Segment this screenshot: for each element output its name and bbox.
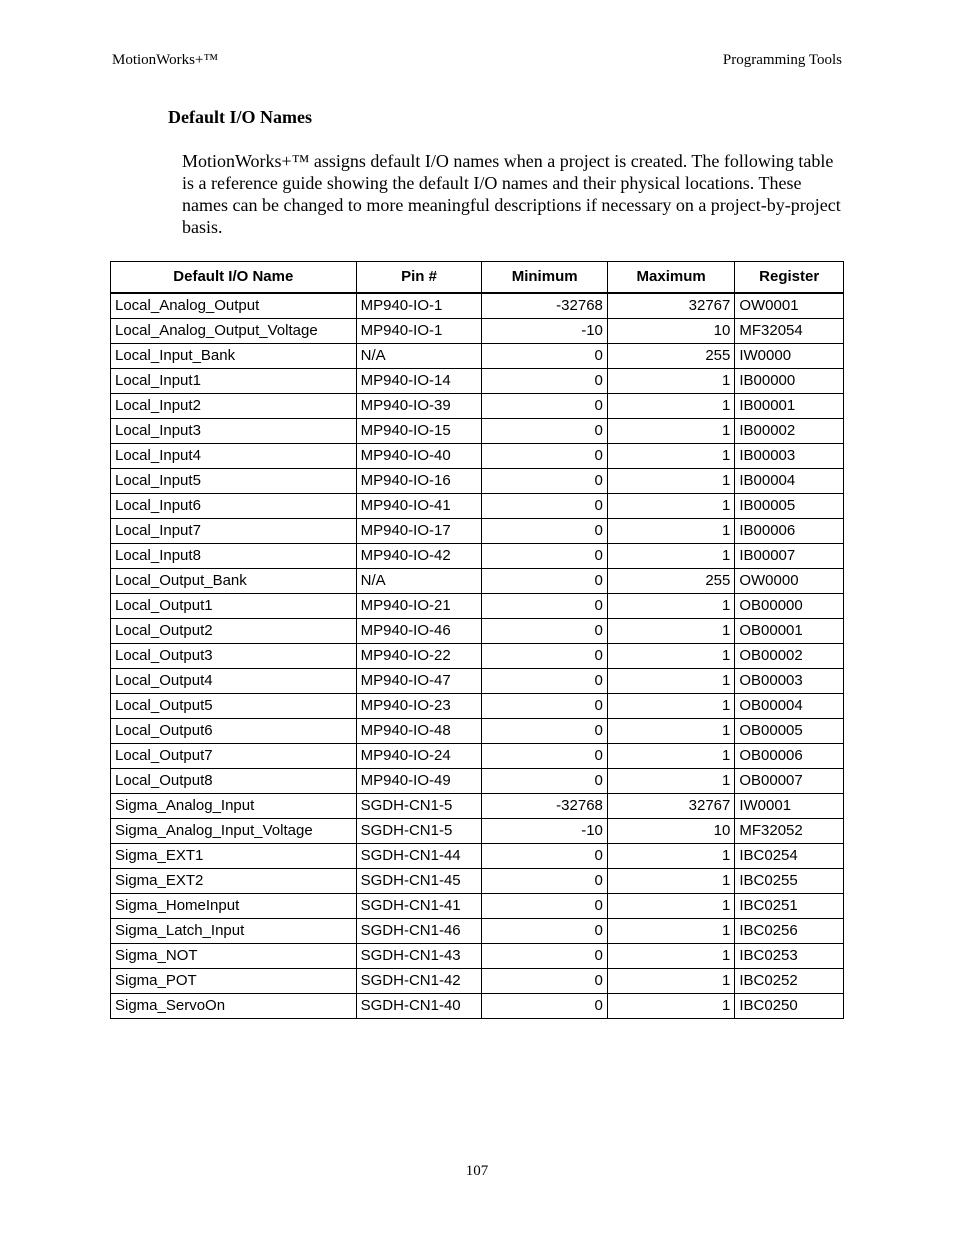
table-row [111,919,844,944]
cell-minimum: 0 [482,344,607,369]
table-row [111,319,844,344]
cell-minimum: 0 [482,769,607,794]
cell-io-name: Local_Input6 [111,494,357,519]
table-row [111,944,844,969]
cell-register: IBC0251 [735,894,844,919]
cell-pin: SGDH-CN1-5 [356,794,482,819]
cell-register: OW0000 [735,569,844,594]
cell-pin: MP940-IO-40 [356,444,482,469]
cell-register: IBC0255 [735,869,844,894]
cell-minimum: 0 [482,844,607,869]
cell-maximum: 1 [607,494,734,519]
cell-register: IBC0252 [735,969,844,994]
cell-io-name: Local_Input3 [111,419,357,444]
cell-maximum: 10 [607,819,734,844]
cell-io-name: Sigma_ServoOn [111,994,357,1019]
cell-pin: SGDH-CN1-41 [356,894,482,919]
table-row [111,769,844,794]
cell-maximum: 1 [607,619,734,644]
cell-register: IB00003 [735,444,844,469]
cell-pin: MP940-IO-22 [356,644,482,669]
cell-minimum: 0 [482,569,607,594]
running-header-left: MotionWorks+™ [112,52,219,68]
cell-register: OB00002 [735,644,844,669]
column-header-maximum: Maximum [607,262,734,294]
cell-register: IB00007 [735,544,844,569]
cell-maximum: 1 [607,644,734,669]
cell-maximum: 1 [607,469,734,494]
cell-register: IBC0256 [735,919,844,944]
cell-pin: SGDH-CN1-46 [356,919,482,944]
cell-io-name: Sigma_Analog_Input [111,794,357,819]
cell-maximum: 1 [607,894,734,919]
table-row [111,469,844,494]
cell-pin: SGDH-CN1-42 [356,969,482,994]
cell-register: OB00007 [735,769,844,794]
cell-maximum: 32767 [607,794,734,819]
table-body [111,293,844,1019]
cell-pin: SGDH-CN1-45 [356,869,482,894]
cell-pin: MP940-IO-15 [356,419,482,444]
cell-io-name: Local_Input8 [111,544,357,569]
cell-io-name: Local_Input2 [111,394,357,419]
cell-io-name: Local_Output6 [111,719,357,744]
cell-minimum: 0 [482,694,607,719]
cell-register: MF32054 [735,319,844,344]
cell-pin: MP940-IO-24 [356,744,482,769]
cell-io-name: Local_Output4 [111,669,357,694]
cell-pin: MP940-IO-48 [356,719,482,744]
cell-register: IB00004 [735,469,844,494]
cell-maximum: 1 [607,769,734,794]
cell-register: IW0001 [735,794,844,819]
cell-register: MF32052 [735,819,844,844]
cell-pin: SGDH-CN1-5 [356,819,482,844]
cell-minimum: 0 [482,869,607,894]
cell-minimum: 0 [482,419,607,444]
table-row [111,694,844,719]
table-row [111,619,844,644]
cell-io-name: Local_Input5 [111,469,357,494]
cell-io-name: Sigma_Analog_Input_Voltage [111,819,357,844]
cell-maximum: 10 [607,319,734,344]
table-row [111,293,844,319]
page-number: 107 [465,1163,489,1179]
cell-minimum: 0 [482,919,607,944]
table-header-row [111,262,844,294]
cell-pin: MP940-IO-41 [356,494,482,519]
cell-minimum: 0 [482,469,607,494]
cell-maximum: 1 [607,419,734,444]
cell-io-name: Local_Output8 [111,769,357,794]
cell-io-name: Local_Input1 [111,369,357,394]
cell-io-name: Sigma_HomeInput [111,894,357,919]
cell-io-name: Local_Output2 [111,619,357,644]
table-row [111,394,844,419]
table-row [111,669,844,694]
cell-minimum: 0 [482,994,607,1019]
cell-maximum: 1 [607,369,734,394]
cell-register: IBC0253 [735,944,844,969]
cell-io-name: Local_Output7 [111,744,357,769]
cell-maximum: 1 [607,994,734,1019]
cell-maximum: 1 [607,969,734,994]
table-row [111,569,844,594]
column-header-io-name: Default I/O Name [111,262,357,294]
cell-register: IW0000 [735,344,844,369]
cell-pin: MP940-IO-14 [356,369,482,394]
column-header-register: Register [735,262,844,294]
cell-register: OB00004 [735,694,844,719]
running-header-right: Programming Tools [722,52,842,68]
table-row [111,344,844,369]
cell-register: IBC0250 [735,994,844,1019]
cell-minimum: -10 [482,319,607,344]
cell-maximum: 1 [607,944,734,969]
column-header-minimum: Minimum [482,262,607,294]
cell-register: OW0001 [735,293,844,319]
cell-minimum: 0 [482,619,607,644]
cell-minimum: 0 [482,594,607,619]
cell-maximum: 32767 [607,293,734,319]
cell-pin: SGDH-CN1-43 [356,944,482,969]
cell-io-name: Local_Input_Bank [111,344,357,369]
cell-minimum: 0 [482,519,607,544]
cell-io-name: Sigma_Latch_Input [111,919,357,944]
cell-pin: MP940-IO-46 [356,619,482,644]
table-row [111,869,844,894]
cell-pin: MP940-IO-47 [356,669,482,694]
cell-pin: MP940-IO-17 [356,519,482,544]
table-row [111,544,844,569]
cell-minimum: 0 [482,369,607,394]
cell-io-name: Local_Output_Bank [111,569,357,594]
cell-register: IB00005 [735,494,844,519]
column-header-pin: Pin # [356,262,482,294]
cell-io-name: Local_Output1 [111,594,357,619]
cell-maximum: 1 [607,744,734,769]
cell-pin: MP940-IO-16 [356,469,482,494]
cell-io-name: Sigma_EXT2 [111,869,357,894]
cell-io-name: Local_Output5 [111,694,357,719]
cell-io-name: Local_Output3 [111,644,357,669]
cell-register: OB00006 [735,744,844,769]
cell-maximum: 1 [607,719,734,744]
table-row [111,519,844,544]
cell-pin: MP940-IO-21 [356,594,482,619]
table-row [111,969,844,994]
cell-maximum: 1 [607,694,734,719]
cell-io-name: Sigma_NOT [111,944,357,969]
cell-minimum: -32768 [482,794,607,819]
cell-register: IBC0254 [735,844,844,869]
cell-io-name: Sigma_EXT1 [111,844,357,869]
cell-maximum: 1 [607,519,734,544]
table-row [111,644,844,669]
cell-minimum: 0 [482,719,607,744]
cell-minimum: 0 [482,644,607,669]
cell-register: OB00005 [735,719,844,744]
table-row [111,844,844,869]
table-row [111,369,844,394]
cell-pin: MP940-IO-1 [356,293,482,319]
cell-pin: N/A [356,344,482,369]
cell-pin: MP940-IO-42 [356,544,482,569]
cell-register: IB00002 [735,419,844,444]
table-row [111,419,844,444]
cell-minimum: 0 [482,944,607,969]
cell-minimum: -32768 [482,293,607,319]
table-row [111,719,844,744]
cell-register: OB00000 [735,594,844,619]
cell-minimum: 0 [482,969,607,994]
table-row [111,494,844,519]
cell-minimum: 0 [482,894,607,919]
cell-maximum: 1 [607,844,734,869]
cell-io-name: Local_Input4 [111,444,357,469]
cell-maximum: 255 [607,344,734,369]
cell-minimum: -10 [482,819,607,844]
cell-pin: MP940-IO-49 [356,769,482,794]
cell-pin: MP940-IO-1 [356,319,482,344]
cell-io-name: Local_Analog_Output [111,293,357,319]
cell-minimum: 0 [482,394,607,419]
cell-io-name: Local_Input7 [111,519,357,544]
cell-register: IB00001 [735,394,844,419]
cell-minimum: 0 [482,669,607,694]
cell-maximum: 1 [607,394,734,419]
cell-maximum: 1 [607,444,734,469]
cell-register: IB00000 [735,369,844,394]
cell-io-name: Sigma_POT [111,969,357,994]
table-row [111,894,844,919]
cell-maximum: 1 [607,669,734,694]
cell-maximum: 1 [607,869,734,894]
cell-minimum: 0 [482,744,607,769]
section-heading: Default I/O Names [168,107,312,127]
cell-pin: SGDH-CN1-44 [356,844,482,869]
cell-minimum: 0 [482,444,607,469]
cell-pin: MP940-IO-39 [356,394,482,419]
cell-maximum: 1 [607,594,734,619]
table-row [111,594,844,619]
cell-maximum: 1 [607,919,734,944]
cell-register: OB00003 [735,669,844,694]
intro-paragraph: MotionWorks+™ assigns default I/O names when a project is created. The following table is a reference guide showing the default I/O names and their physical locations. These names can be changed to more meaningful descriptions if necessary on a project-by-project basis. [182,151,841,237]
table-row [111,819,844,844]
cell-maximum: 1 [607,544,734,569]
cell-minimum: 0 [482,544,607,569]
table-row [111,444,844,469]
cell-pin: N/A [356,569,482,594]
table-row [111,794,844,819]
cell-pin: SGDH-CN1-40 [356,994,482,1019]
cell-pin: MP940-IO-23 [356,694,482,719]
table-row [111,744,844,769]
cell-register: IB00006 [735,519,844,544]
cell-io-name: Local_Analog_Output_Voltage [111,319,357,344]
cell-minimum: 0 [482,494,607,519]
cell-maximum: 255 [607,569,734,594]
cell-register: OB00001 [735,619,844,644]
default-io-names-table [110,261,844,1019]
table-row [111,994,844,1019]
